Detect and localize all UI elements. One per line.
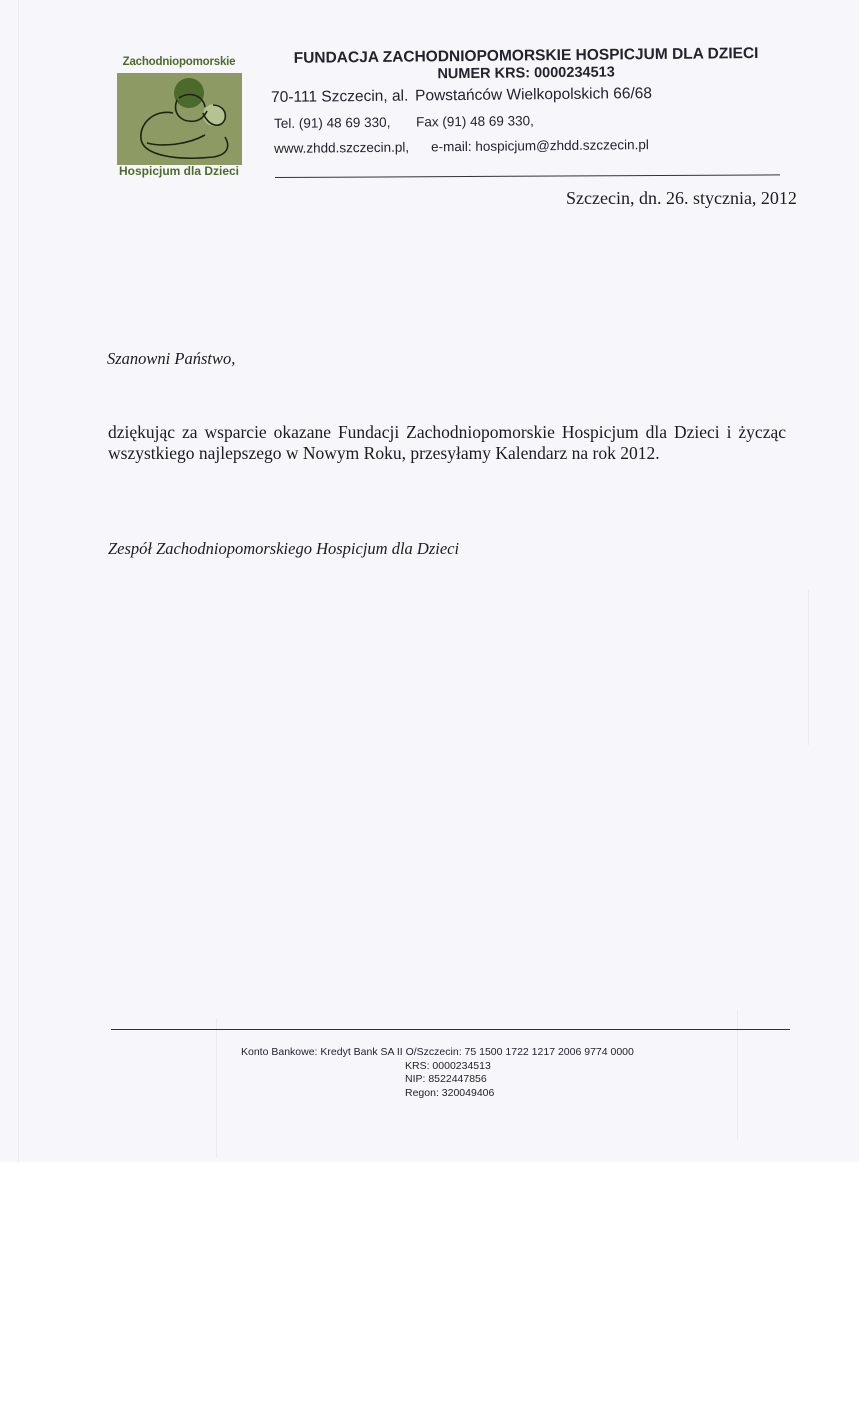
phone-number: Tel. (91) 48 69 330,: [274, 114, 391, 131]
footer-krs: KRS: 0000234513: [405, 1059, 491, 1072]
address-street: Powstańców Wielkopolskich 66/68: [414, 85, 653, 105]
footer-regon: Regon: 320049406: [405, 1086, 495, 1099]
logo-top-text: Zachodniopomorskie: [122, 56, 236, 68]
mother-and-child-logo-icon: [117, 73, 242, 165]
email-link[interactable]: e-mail: hospicjum@zhdd.szczecin.pl: [430, 137, 649, 155]
address-city: 70-111 Szczecin, al.: [271, 87, 409, 106]
footer: [241, 1046, 634, 1100]
scan-artifact-line: [808, 590, 809, 745]
header-divider: [275, 174, 780, 178]
letter-body: dziękując za wsparcie okazane Fundacji Zachodniopomorskie Hospicjum dla Dzieci i życząc wszystkiego najlepszego w Nowym Roku, przesyłamy Kalendarz na rok 2012.: [108, 422, 786, 463]
foundation-name: FUNDACJA ZACHODNIOPOMORSKIE HOSPICJUM DLA DZIECI: [293, 44, 759, 67]
footer-nip: NIP: 8522447856: [405, 1073, 487, 1085]
web-email-row: [274, 137, 649, 156]
website-link[interactable]: www.zhdd.szczecin.pl,: [274, 139, 410, 156]
footer-divider: [111, 1029, 790, 1030]
address: [271, 85, 653, 107]
phone-fax-row: [274, 113, 534, 131]
scan-edge: [18, 0, 19, 1162]
logo-bottom-text: Hospicjum dla Dzieci: [118, 164, 240, 178]
bank-account: Konto Bankowe: Kredyt Bank SA II O/Szczecin: 75 1500 1722 1217 2006 9774 0000: [241, 1046, 634, 1058]
scan-artifact-line: [216, 1018, 217, 1158]
foundation-logo: [112, 56, 246, 182]
fax-number: Fax (91) 48 69 330,: [415, 113, 534, 130]
krs-number: NUMER KRS: 0000234513: [437, 64, 615, 83]
letter-date: Szczecin, dn. 26. stycznia, 2012: [566, 188, 797, 208]
signature: Zespół Zachodniopomorskiego Hospicjum dla Dzieci: [108, 539, 460, 558]
salutation: Szanowni Państwo,: [107, 349, 236, 368]
